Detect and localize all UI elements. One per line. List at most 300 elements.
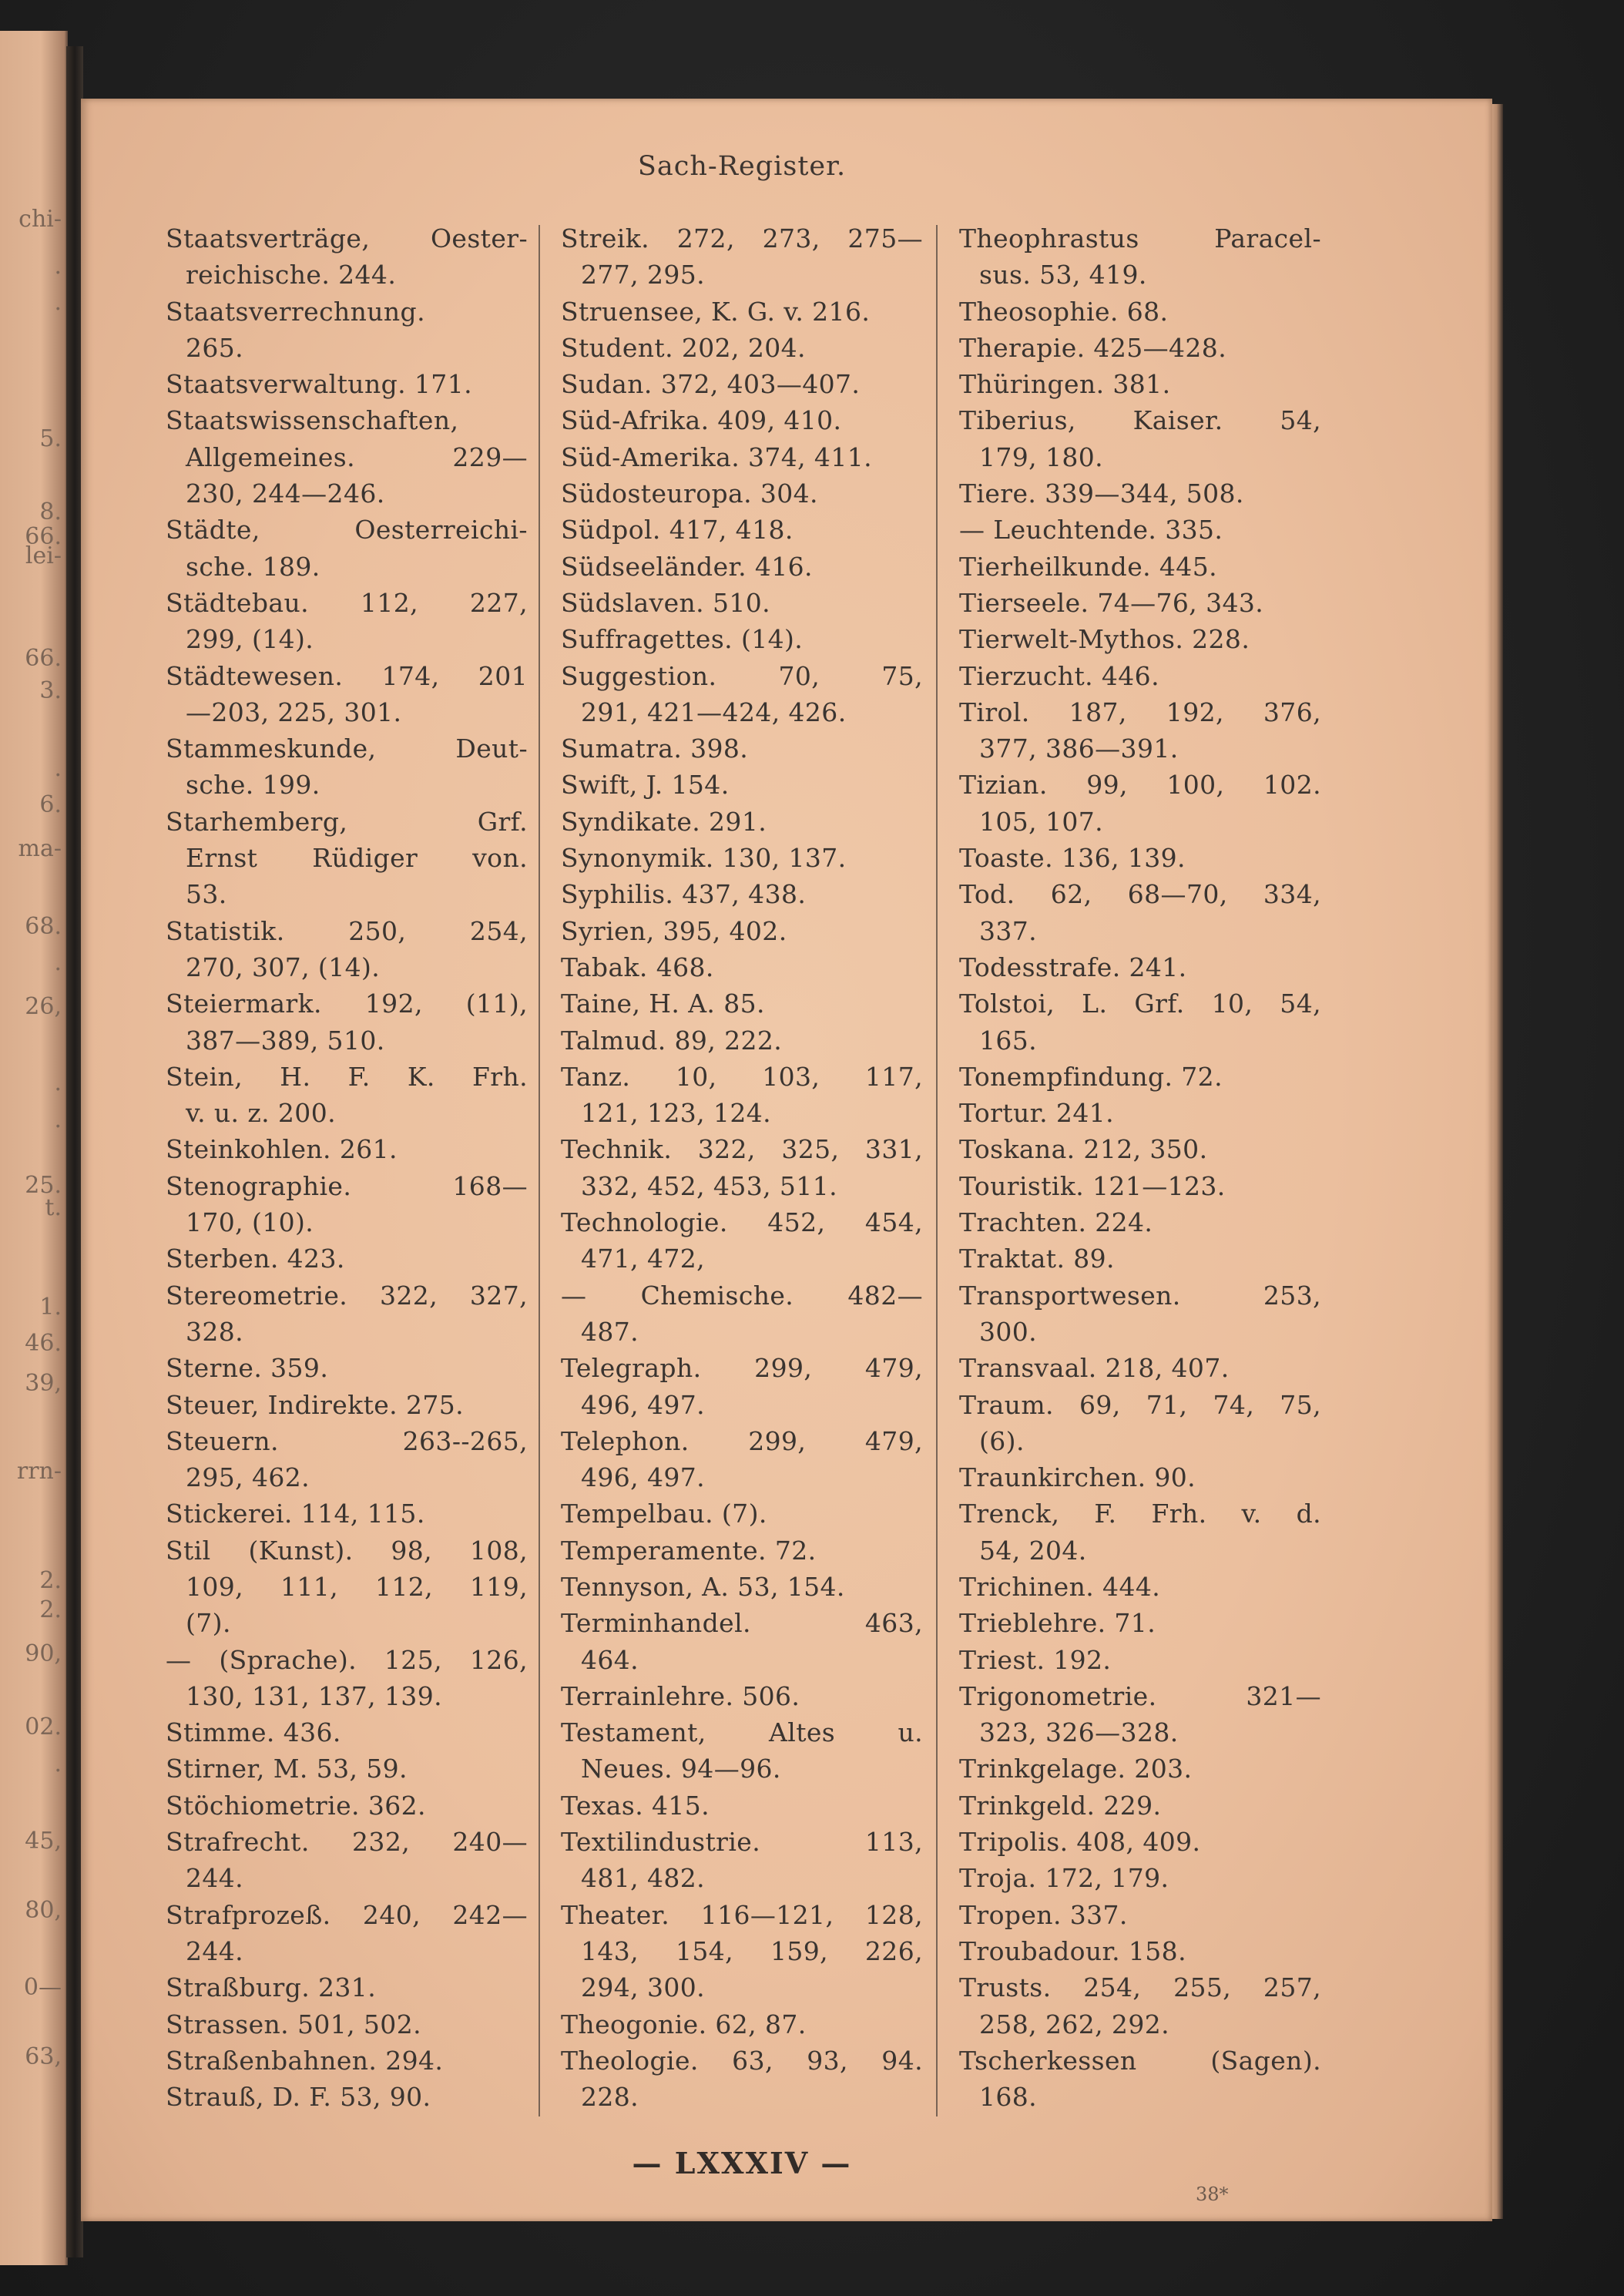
index-entry xyxy=(959,1131,1321,1167)
index-entry xyxy=(166,294,528,367)
index-entry-continuation: 332, 452, 453, 511. xyxy=(581,1170,837,1201)
index-entry-line: Syphilis. 437, 438. xyxy=(561,879,807,910)
index-entry xyxy=(959,1787,1321,1824)
index-entry-line: Tolstoi, L. Grf. 10, 54, xyxy=(959,989,1321,1019)
index-entry xyxy=(561,1423,923,1496)
index-entry xyxy=(959,1204,1321,1240)
index-entry xyxy=(166,913,528,986)
index-entry-line: Tierzucht. 446. xyxy=(959,660,1159,691)
previous-page-fragment: . xyxy=(54,253,62,280)
index-entry-line: Stein, H. F. K. Frh. xyxy=(166,1061,528,1092)
index-entry-line: Traum. 69, 71, 74, 75, xyxy=(959,1389,1321,1420)
index-entry-continuation: v. u. z. 200. xyxy=(186,1098,336,1129)
index-entry-line: Toskana. 212, 350. xyxy=(959,1134,1208,1165)
index-entry-continuation: 464. xyxy=(581,1644,639,1675)
index-entry-line: Syrien, 395, 402. xyxy=(561,915,787,946)
previous-page-fragment: 90, xyxy=(25,1640,62,1667)
index-entry-line: Taine, H. A. 85. xyxy=(561,989,765,1019)
index-entry-continuation: 294, 300. xyxy=(581,1972,706,2003)
index-entry-continuation: Neues. 94—96. xyxy=(581,1754,781,1784)
previous-page-fragment: . xyxy=(54,1106,62,1133)
index-entry-continuation: 481, 482. xyxy=(581,1863,706,1894)
index-entry-line: Tierheilkunde. 445. xyxy=(959,551,1217,582)
index-entry xyxy=(959,1168,1321,1204)
previous-page-fragment: lei- xyxy=(25,542,62,569)
index-entry-line: Tierseele. 74—76, 343. xyxy=(959,587,1264,618)
index-entry-line: Tierwelt-Mythos. 228. xyxy=(959,624,1250,655)
index-entry-line: Toaste. 136, 139. xyxy=(959,843,1186,874)
index-entry xyxy=(166,1387,528,1423)
index-entry xyxy=(959,366,1321,402)
index-entry-continuation: sus. 53, 419. xyxy=(979,260,1147,290)
index-entry-line: Traunkirchen. 90. xyxy=(959,1462,1196,1493)
index-entry-continuation: 291, 421—424, 426. xyxy=(581,697,847,727)
index-entry xyxy=(166,1897,528,1970)
index-entry xyxy=(561,1059,923,1132)
index-entry-line: Trachten. 224. xyxy=(959,1207,1153,1238)
index-entry xyxy=(166,804,528,913)
index-entry-line: Stil (Kunst). 98, 108, xyxy=(166,1535,528,1566)
index-entry-line: Tonempfindung. 72. xyxy=(959,1061,1223,1092)
index-entry-line: Strauß, D. F. 53, 90. xyxy=(166,2082,431,2113)
index-entry-line: Staatsverrechnung. xyxy=(166,296,425,327)
previous-page-fragment: chi- xyxy=(18,206,62,233)
index-entry-line: Troja. 172, 179. xyxy=(959,1863,1169,1894)
index-entry-continuation: 130, 131, 137, 139. xyxy=(186,1680,442,1711)
index-entry-line: Telephon. 299, 479, xyxy=(561,1425,923,1456)
index-entry xyxy=(166,1787,528,1824)
index-entry-line: Stenographie. 168— xyxy=(166,1170,528,1201)
index-entry xyxy=(561,402,923,438)
page-number: — LXXXIV — xyxy=(632,2146,852,2180)
index-entry-line: Städte, Oesterreichi- xyxy=(166,515,528,545)
index-entry-line: Triest. 192. xyxy=(959,1644,1112,1675)
index-entry-line: Tortur. 241. xyxy=(959,1098,1115,1129)
index-entry-line: Suggestion. 70, 75, xyxy=(561,660,923,691)
previous-page-fragment: rrn- xyxy=(16,1458,62,1485)
index-entry-line: Tirol. 187, 192, 376, xyxy=(959,697,1321,727)
index-entry-line: Theater. 116—121, 128, xyxy=(561,1899,923,1930)
previous-page-fragment: 46. xyxy=(25,1330,62,1357)
index-entry-line: Trenck, F. Frh. v. d. xyxy=(959,1499,1321,1529)
index-entry xyxy=(166,2043,528,2079)
index-entry-line: Trinkgelage. 203. xyxy=(959,1754,1193,1784)
index-entry-continuation: 170, (10). xyxy=(186,1207,314,1238)
index-entry xyxy=(561,512,923,548)
index-entry-continuation: 300. xyxy=(979,1316,1038,1347)
index-entry-line: Theophrastus Paracel- xyxy=(959,223,1321,253)
index-entry-line: Testament, Altes u. xyxy=(561,1717,923,1748)
running-header: Sach-Register. xyxy=(637,151,847,182)
index-entry xyxy=(166,2006,528,2043)
index-entry xyxy=(166,366,528,402)
previous-page-fragment: 26, xyxy=(25,993,62,1020)
index-entry-line: Student. 202, 204. xyxy=(561,332,806,363)
index-entry-line: Straßenbahnen. 294. xyxy=(166,2045,444,2076)
index-entry xyxy=(959,402,1321,475)
index-entry-continuation: 168. xyxy=(979,2082,1038,2113)
index-entry-continuation: 244. xyxy=(186,1863,244,1894)
index-entry xyxy=(959,949,1321,985)
index-entry-line: Suffragettes. (14). xyxy=(561,624,804,655)
previous-page-fragment: 39, xyxy=(25,1370,62,1397)
index-entry-line: Tscherkessen (Sagen). xyxy=(959,2045,1321,2076)
index-entry xyxy=(561,840,923,876)
index-entry-line: — Leuchtende. 335. xyxy=(959,515,1223,545)
index-entry-line: Temperamente. 72. xyxy=(561,1535,817,1566)
index-entry-line: Staatsverwaltung. 171. xyxy=(166,369,472,400)
index-entry xyxy=(959,1495,1321,1569)
previous-page-fragment: . xyxy=(54,1751,62,1777)
index-entry-line: Sterben. 423. xyxy=(166,1244,345,1274)
index-entry xyxy=(561,330,923,366)
index-entry xyxy=(561,1714,923,1787)
index-entry-line: — Chemische. 482— xyxy=(561,1280,923,1311)
index-entry xyxy=(166,1059,528,1132)
index-entry xyxy=(561,475,923,512)
index-entry-continuation: 295, 462. xyxy=(186,1462,310,1493)
index-entry-continuation: 165. xyxy=(979,1025,1038,1056)
index-entry-line: Steuer, Indirekte. 275. xyxy=(166,1389,465,1420)
index-entry-line: Städtebau. 112, 227, xyxy=(166,587,528,618)
index-entry-line: Steuern. 263--265, xyxy=(166,1425,528,1456)
index-entry xyxy=(959,1897,1321,1933)
index-entry-line: Strafprozeß. 240, 242— xyxy=(166,1899,528,1930)
index-entry-continuation: 121, 123, 124. xyxy=(581,1098,772,1129)
index-entry xyxy=(959,840,1321,876)
index-entry xyxy=(561,767,923,803)
index-entry-line: Steiermark. 192, (11), xyxy=(166,989,528,1019)
index-entry xyxy=(959,549,1321,585)
index-entry xyxy=(166,1969,528,2006)
index-entry-line: Sumatra. 398. xyxy=(561,733,749,764)
index-entry xyxy=(166,402,528,512)
index-entry-continuation: 244. xyxy=(186,1935,244,1966)
previous-page-fragment: ma- xyxy=(18,835,62,862)
previous-page-fragment: 25. xyxy=(25,1172,62,1199)
index-entry xyxy=(959,2043,1321,2116)
index-entry-line: Terrainlehre. 506. xyxy=(561,1680,800,1711)
index-entry-continuation: sche. 199. xyxy=(186,770,320,801)
previous-page-fragment: 80, xyxy=(25,1897,62,1924)
index-entry-line: Stickerei. 114, 115. xyxy=(166,1499,425,1529)
previous-page-fragment: 63, xyxy=(25,2043,62,2070)
index-entry-line: Starhemberg, Grf. xyxy=(166,806,528,837)
index-entry-line: Telegraph. 299, 479, xyxy=(561,1353,923,1384)
index-entry-line: Theologie. 63, 93, 94. xyxy=(561,2045,923,2076)
index-entry xyxy=(959,1387,1321,1460)
index-entry xyxy=(959,1751,1321,1787)
index-entry xyxy=(561,294,923,330)
index-entry-line: Todesstrafe. 241. xyxy=(959,952,1187,982)
index-entry xyxy=(561,658,923,731)
previous-page-fragment: 02. xyxy=(25,1714,62,1740)
index-entry xyxy=(561,1495,923,1532)
previous-page-fragment: . xyxy=(54,1069,62,1096)
index-entry-line: Städtewesen. 174, 201 xyxy=(166,660,528,691)
index-entry xyxy=(561,1605,923,1678)
index-entry xyxy=(959,1059,1321,1095)
index-entry-line: Theosophie. 68. xyxy=(959,296,1169,327)
index-entry xyxy=(561,949,923,985)
previous-page-fragment: 0— xyxy=(23,1974,62,2001)
index-entry-line: Technologie. 452, 454, xyxy=(561,1207,923,1238)
index-entry xyxy=(166,1423,528,1496)
index-entry xyxy=(959,658,1321,694)
index-entry xyxy=(959,1933,1321,1969)
index-entry-continuation: 143, 154, 159, 226, xyxy=(581,1935,923,1966)
index-entry-line: Straßburg. 231. xyxy=(166,1972,377,2003)
index-entry xyxy=(561,985,923,1022)
index-entry-continuation: 487. xyxy=(581,1316,639,1347)
index-entry-continuation: 54, 204. xyxy=(979,1535,1087,1566)
index-entry-line: Transportwesen. 253, xyxy=(959,1280,1321,1311)
index-entry xyxy=(959,1095,1321,1131)
index-entry-line: Stimme. 436. xyxy=(166,1717,341,1748)
index-entry xyxy=(561,621,923,657)
signature-mark: 38* xyxy=(1196,2184,1229,2205)
previous-page-fragment: 2. xyxy=(39,1567,62,1594)
index-entry-line: Thüringen. 381. xyxy=(959,369,1171,400)
index-entry-line: Tropen. 337. xyxy=(959,1899,1128,1930)
index-entry xyxy=(959,585,1321,621)
previous-page-fragment: 3. xyxy=(39,677,62,704)
index-entry xyxy=(561,876,923,912)
index-entry-continuation: 323, 326—328. xyxy=(979,1717,1179,1748)
index-entry xyxy=(166,1495,528,1532)
index-entry xyxy=(561,1569,923,1605)
index-entry xyxy=(561,913,923,949)
column-divider xyxy=(936,225,938,2116)
index-entry-line: Süd-Amerika. 374, 411. xyxy=(561,441,873,472)
index-entry xyxy=(561,2006,923,2043)
index-entry-continuation: 496, 497. xyxy=(581,1389,706,1420)
index-entry xyxy=(166,1277,528,1351)
index-entry-line: Terminhandel. 463, xyxy=(561,1608,923,1639)
index-entry xyxy=(166,985,528,1059)
index-entry xyxy=(561,585,923,621)
index-entry-line: Stereometrie. 322, 327, xyxy=(166,1280,528,1311)
index-entry-continuation: 277, 295. xyxy=(581,260,706,290)
index-entry xyxy=(561,366,923,402)
index-entry xyxy=(959,1969,1321,2043)
index-entry-continuation: 53. xyxy=(186,879,227,910)
previous-page-fragment: . xyxy=(54,289,62,316)
index-entry xyxy=(959,1569,1321,1605)
index-entry-line: Tizian. 99, 100, 102. xyxy=(959,770,1321,801)
previous-page-fragment: 45, xyxy=(25,1828,62,1855)
previous-page-fragment: t. xyxy=(45,1194,62,1221)
index-entry xyxy=(959,1642,1321,1678)
index-entry-continuation: sche. 189. xyxy=(186,551,320,582)
index-entry-line: Südpol. 417, 418. xyxy=(561,515,794,545)
index-entry xyxy=(561,220,923,294)
index-entry xyxy=(561,1678,923,1714)
index-entry-line: Tanz. 10, 103, 117, xyxy=(561,1061,923,1092)
index-entry-line: Trichinen. 444. xyxy=(959,1571,1161,1602)
index-entry-line: Traktat. 89. xyxy=(959,1244,1115,1274)
index-entry xyxy=(959,767,1321,840)
previous-page-fragment: 8. xyxy=(39,498,62,525)
index-entry-line: Südslaven. 510. xyxy=(561,587,771,618)
index-entry xyxy=(959,1277,1321,1351)
index-entry-continuation: 328. xyxy=(186,1316,244,1347)
index-entry-line: Strassen. 501, 502. xyxy=(166,2009,421,2039)
index-entry xyxy=(959,294,1321,330)
index-entry xyxy=(561,1277,923,1351)
index-entry-line: Trinkgeld. 229. xyxy=(959,1790,1162,1821)
column-divider xyxy=(539,225,540,2116)
index-entry-line: Tiere. 339—344, 508. xyxy=(959,478,1244,509)
index-entry-line: Staatswissenschaften, xyxy=(166,405,459,436)
index-entry xyxy=(959,475,1321,512)
index-entry xyxy=(561,1787,923,1824)
index-entry-line: Theogonie. 62, 87. xyxy=(561,2009,807,2039)
index-entry-line: Talmud. 89, 222. xyxy=(561,1025,783,1056)
index-entry xyxy=(561,804,923,840)
index-entry xyxy=(959,1860,1321,1896)
previous-page-fragment: 2. xyxy=(39,1596,62,1623)
index-entry-continuation: 377, 386—391. xyxy=(979,733,1179,764)
index-entry-line: Steinkohlen. 261. xyxy=(166,1134,398,1165)
index-entry-line: Statistik. 250, 254, xyxy=(166,915,528,946)
index-entry-continuation: —203, 225, 301. xyxy=(186,697,402,727)
index-entry-line: Textilindustrie. 113, xyxy=(561,1827,923,1858)
index-entry xyxy=(959,985,1321,1059)
index-entry-continuation: 265. xyxy=(186,332,244,363)
index-entry-continuation: (7). xyxy=(186,1608,231,1639)
index-entry xyxy=(166,1824,528,1897)
index-entry-line: Struensee, K. G. v. 216. xyxy=(561,296,871,327)
index-entry-continuation: Ernst Rüdiger von. xyxy=(186,843,528,874)
index-entry xyxy=(959,621,1321,657)
previous-page-text-fragments xyxy=(0,0,65,2296)
index-entry-line: Stirner, M. 53, 59. xyxy=(166,1754,408,1784)
index-entry-line: Texas. 415. xyxy=(561,1790,710,1821)
previous-page-fragment: 1. xyxy=(39,1294,62,1321)
index-entry xyxy=(166,1714,528,1751)
index-entry xyxy=(959,694,1321,767)
index-entry-line: Staatsverträge, Oester- xyxy=(166,223,528,253)
index-entry-line: Tennyson, A. 53, 154. xyxy=(561,1571,845,1602)
index-entry xyxy=(561,1022,923,1059)
index-entry xyxy=(561,1131,923,1204)
previous-page-fragment: 66. xyxy=(25,523,62,550)
index-entry xyxy=(959,1350,1321,1386)
index-entry-continuation: 299, (14). xyxy=(186,624,314,655)
index-entry xyxy=(561,1350,923,1423)
index-entry xyxy=(561,439,923,475)
index-entry xyxy=(166,1131,528,1167)
index-entry xyxy=(166,1240,528,1277)
index-entry xyxy=(166,1642,528,1715)
page-edges xyxy=(1492,104,1503,2219)
index-entry-line: Touristik. 121—123. xyxy=(959,1170,1226,1201)
index-entry xyxy=(959,1240,1321,1277)
index-entry-continuation: 109, 111, 112, 119, xyxy=(186,1571,528,1602)
index-entry xyxy=(561,1532,923,1569)
index-entry-line: Syndikate. 291. xyxy=(561,806,767,837)
index-entry xyxy=(166,1532,528,1642)
index-entry-line: Troubadour. 158. xyxy=(959,1935,1186,1966)
previous-page-fragment: . xyxy=(54,755,62,782)
index-entry-continuation: 270, 307, (14). xyxy=(186,952,381,982)
index-entry-continuation: 228. xyxy=(581,2082,639,2113)
index-entry-continuation: (6). xyxy=(979,1425,1025,1456)
index-entry-continuation: 179, 180. xyxy=(979,441,1104,472)
index-entry-continuation: 496, 497. xyxy=(581,1462,706,1493)
index-entry-line: Trieblehre. 71. xyxy=(959,1608,1156,1639)
index-entry-line: Synonymik. 130, 137. xyxy=(561,843,847,874)
index-entry xyxy=(561,549,923,585)
index-entry-line: Swift, J. 154. xyxy=(561,770,730,801)
index-entry-line: Trusts. 254, 255, 257, xyxy=(959,1972,1321,2003)
index-entry-line: Stammeskunde, Deut- xyxy=(166,733,528,764)
index-entry xyxy=(561,730,923,767)
index-entry-continuation: 337. xyxy=(979,915,1038,946)
index-entry xyxy=(166,512,528,585)
index-entry-line: Therapie. 425—428. xyxy=(959,332,1227,363)
index-entry-continuation: 258, 262, 292. xyxy=(979,2009,1170,2039)
index-entry xyxy=(166,1350,528,1386)
index-entry-continuation: 105, 107. xyxy=(979,806,1104,837)
index-entry-line: Tabak. 468. xyxy=(561,952,714,982)
index-entry-line: Trigonometrie. 321— xyxy=(959,1680,1321,1711)
index-entry-continuation: Allgemeines. 229— xyxy=(186,441,528,472)
index-column-1 xyxy=(166,220,528,2115)
index-entry-continuation: 230, 244—246. xyxy=(186,478,385,509)
index-entry xyxy=(166,658,528,731)
index-entry xyxy=(959,1678,1321,1751)
previous-page-fragment: 68. xyxy=(25,913,62,940)
index-entry-line: Süd-Afrika. 409, 410. xyxy=(561,405,842,436)
index-entry-line: Tripolis. 408, 409. xyxy=(959,1827,1201,1858)
index-entry xyxy=(959,512,1321,548)
index-entry xyxy=(166,1168,528,1241)
index-entry xyxy=(561,1204,923,1277)
index-entry-continuation: reichische. 244. xyxy=(186,260,397,290)
index-entry-continuation: 387—389, 510. xyxy=(186,1025,385,1056)
index-entry xyxy=(959,220,1321,294)
index-entry-line: Tiberius, Kaiser. 54, xyxy=(959,405,1321,436)
index-entry-line: — (Sprache). 125, 126, xyxy=(166,1644,528,1675)
index-entry xyxy=(959,1824,1321,1860)
index-entry-line: Tempelbau. (7). xyxy=(561,1499,767,1529)
index-entry xyxy=(561,1824,923,1897)
index-entry-line: Tod. 62, 68—70, 334, xyxy=(959,879,1321,910)
previous-page-fragment: 6. xyxy=(39,791,62,818)
index-entry-line: Stöchiometrie. 362. xyxy=(166,1790,426,1821)
index-entry xyxy=(166,1751,528,1787)
previous-page-fragment: . xyxy=(54,949,62,976)
index-entry xyxy=(561,1897,923,2006)
index-entry xyxy=(561,2043,923,2116)
previous-page-fragment: 66. xyxy=(25,645,62,672)
index-column-3 xyxy=(959,220,1321,2115)
index-entry xyxy=(166,220,528,294)
index-entry xyxy=(959,1459,1321,1495)
index-entry xyxy=(166,730,528,804)
index-entry xyxy=(166,2079,528,2115)
index-entry-line: Streik. 272, 273, 275— xyxy=(561,223,923,253)
index-entry xyxy=(959,330,1321,366)
index-entry-line: Strafrecht. 232, 240— xyxy=(166,1827,528,1858)
index-entry xyxy=(166,585,528,658)
index-column-2 xyxy=(561,220,923,2115)
index-entry-line: Südosteuropa. 304. xyxy=(561,478,818,509)
index-entry-line: Sudan. 372, 403—407. xyxy=(561,369,861,400)
index-entry-line: Transvaal. 218, 407. xyxy=(959,1353,1230,1384)
